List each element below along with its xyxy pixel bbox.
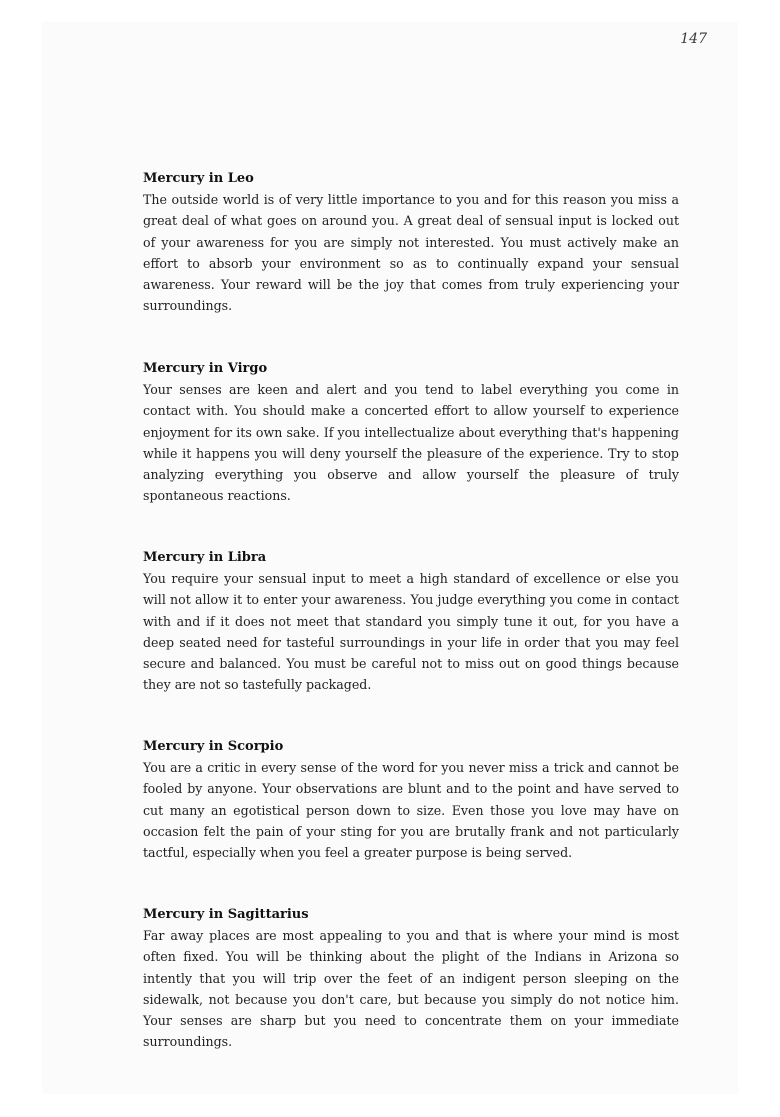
section-mercury-in-leo (143, 168, 679, 317)
section-heading: Mercury in Leo (143, 171, 254, 186)
section-heading: Mercury in Sagittarius (143, 907, 309, 922)
section-mercury-in-virgo (143, 358, 679, 507)
page-number: 147 (680, 31, 707, 47)
section-heading: Mercury in Virgo (143, 361, 268, 376)
section-body: Your senses are keen and alert and you tend to label everything you come in contact with. You should make a concerted effort to allow yourself to experience enjoyment for its own sake. If you intellectualize about everything that's happening while it happens you will deny yourself the pleasure of the experience. Try to stop analyzing everything you observe and allow yourself the pleasure of truly spontaneous reactions. (143, 382, 679, 504)
section-mercury-in-libra (143, 547, 679, 696)
section-mercury-in-sagittarius (143, 904, 679, 1053)
section-body: You are a critic in every sense of the word for you never miss a trick and cannot be fooled by anyone. Your observations are blunt and to the point and have served to cut many an egotistical person down to size. Even those you love may have on occasion felt the pain of your sting for you are brutally frank and not particularly tactful, especially when you feel a greater purpose is being served. (143, 760, 679, 861)
section-body: Far away places are most appealing to you and that is where your mind is most often fixed. You will be thinking about the plight of the Indians in Arizona so intently that you will trip over the feet of an indigent person sleeping on the sidewalk, not because you don't care, but because you simply do not notice him. Your senses are sharp but you need to concentrate them on your immediate surroundings. (143, 928, 679, 1050)
section-heading: Mercury in Libra (143, 550, 267, 565)
section-body: You require your sensual input to meet a high standard of excellence or else you will not allow it to enter your awareness. You judge everything you come in contact with and if it does not meet that standard you simply tune it out, for you have a deep seated need for tasteful surroundings in your life in order that you may feel secure and balanced. You must be careful not to miss out on good things because they are not so tastefully packaged. (143, 571, 679, 693)
section-body: The outside world is of very little importance to you and for this reason you miss a great deal of what goes on around you. A great deal of sensual input is locked out of your awareness for you are simply not interested. You must actively make an effort to absorb your environment so as to continually expand your sensual awareness. Your reward will be the joy that comes from truly experiencing your surroundings. (143, 192, 679, 314)
section-mercury-in-scorpio (143, 736, 679, 863)
section-heading: Mercury in Scorpio (143, 739, 284, 754)
